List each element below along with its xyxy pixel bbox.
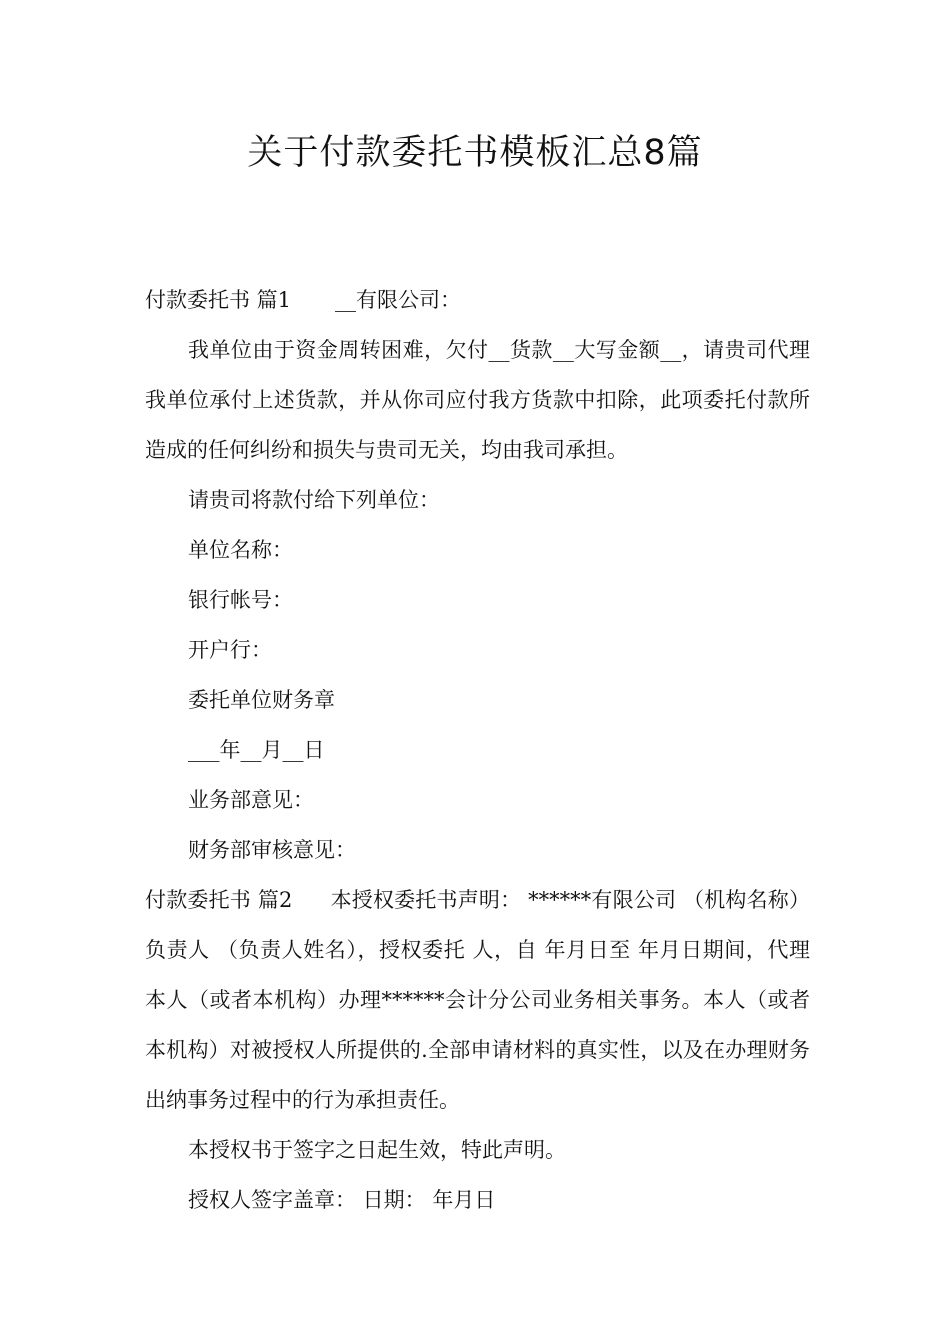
document-body xyxy=(145,275,810,1225)
section2-paragraph-block xyxy=(145,875,810,1125)
section2-heading: 付款委托书 篇2 xyxy=(145,888,293,912)
seal-line: 委托单位财务章 xyxy=(188,688,335,712)
section1-addressee: __有限公司： xyxy=(335,288,462,312)
unit-name-line: 单位名称： xyxy=(188,538,293,562)
finance-opinion-line: 财务部审核意见： xyxy=(188,838,356,862)
document-title: 关于付款委托书模板汇总8篇 xyxy=(247,133,703,173)
section2-paragraph2: 本授权书于签字之日起生效，特此声明。 xyxy=(188,1138,566,1162)
signature-line: 授权人签字盖章： 日期： 年月日 xyxy=(188,1188,496,1212)
section2-paragraph1: 本授权委托书声明： ******有限公司 （机构名称）负责人 （负责人姓名），授权委托 人，自 年月日至 年月日期间，代理本人（或者本机构）办理******会计分公司业务相关事务。本人（或者本机构）对被授权人所提供的.全部申请材料的真实性，以及在办理财务出纳事务过程中的行为承担责任。 xyxy=(145,888,810,1112)
bank-account-line: 银行帐号： xyxy=(188,588,293,612)
date-line: ___年__月__日 xyxy=(188,738,325,762)
section1-paragraph1: 我单位由于资金周转困难，欠付__货款__大写金额__，请贵司代理我单位承付上述货款，并从你司应付我方货款中扣除，此项委托付款所造成的任何纠纷和损失与贵司无关，均由我司承担。 xyxy=(145,338,810,462)
business-opinion-line: 业务部意见： xyxy=(188,788,314,812)
opening-bank-line: 开户行： xyxy=(188,638,272,662)
section1-paragraph2: 请贵司将款付给下列单位： xyxy=(188,488,440,512)
section1-heading-row xyxy=(145,275,810,325)
section1-heading: 付款委托书 篇1 xyxy=(145,288,292,312)
